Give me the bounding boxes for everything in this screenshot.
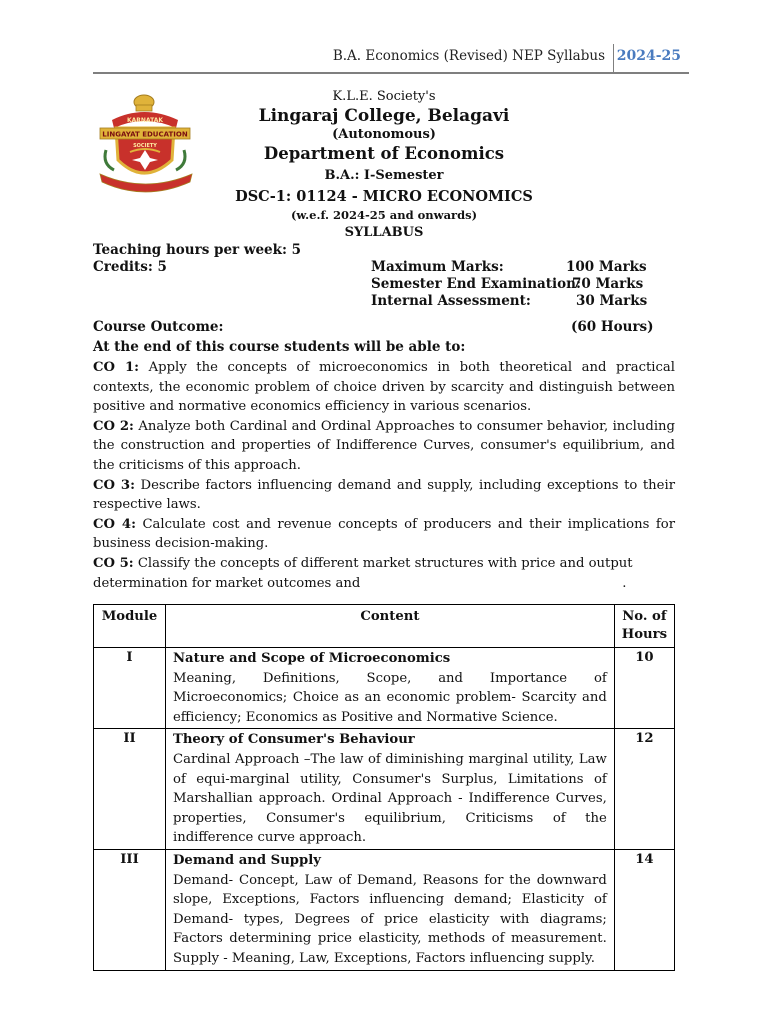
module-content (166, 849, 615, 970)
outcome-label: CO 3: (93, 477, 135, 493)
logo-society-text: SOCIETY (133, 143, 157, 149)
module-number: I (94, 648, 166, 729)
outcome-co3 (93, 476, 675, 515)
syllabus-table (93, 604, 675, 971)
outcome-label: CO 4: (93, 516, 136, 532)
outcome-text: Classify the concepts of different market structures with price and output determination for market outcomes and (93, 555, 633, 591)
ia-value: 30 Marks (576, 293, 648, 309)
module-title: Demand and Supply (173, 852, 321, 868)
ia-label: Internal Assessment: (371, 293, 531, 309)
outcome-label: CO 5: (93, 555, 134, 571)
syllabus-label: SYLLABUS (344, 225, 424, 240)
see-label: Semester End Examination: (371, 276, 581, 292)
page-header (93, 44, 689, 74)
outcome-text: Apply the concepts of microeconomics in both theoretical and practical contexts, the economic problem of choice driven by scarcity and distinguish between positive and normative economics efficiency in various scenarios. (93, 360, 675, 415)
table-row (94, 729, 675, 850)
college-crest-icon (92, 90, 202, 200)
header-divider (613, 44, 614, 72)
department-name: Department of Economics (263, 144, 505, 163)
logo-top-text: KARNATAK (126, 117, 164, 124)
outcome-co2 (93, 417, 675, 476)
outcome-label: CO 2: (93, 418, 134, 434)
course-title: DSC-1: 01124 - MICRO ECONOMICS (235, 188, 533, 205)
module-body: Demand- Concept, Law of Demand, Reasons for the downward slope, Exceptions, Factors influencing demand; Elasticity of Demand- types, Degrees of price elasticity with diagrams; Factors determining price elasticity, methods of measurement. Supply - Meaning, Law, Exceptions, Factors influencing supply. (173, 872, 607, 966)
outcome-list (93, 358, 675, 593)
outcome-co4 (93, 515, 675, 554)
outcome-co1 (93, 358, 675, 417)
max-marks-value: 100 Marks (566, 259, 647, 275)
course-hours: (60 Hours) (571, 319, 654, 335)
header-year: 2024-25 (616, 48, 681, 64)
module-hours: 10 (614, 648, 674, 729)
autonomous-label: (Autonomous) (332, 127, 436, 142)
outcome-intro: At the end of this course students will be able to: (93, 339, 466, 355)
module-body: Cardinal Approach –The law of diminishing marginal utility, Law of equi-marginal utility, Consumer's Surplus, Limitations of Marshallian approach. Ordinal Approach - Indifference Curves, properties, Consumer's equilibrium, Criticisms of the indifference curve approach. (173, 751, 607, 846)
credits: Credits: 5 (93, 259, 167, 275)
header-content: Content (166, 605, 615, 648)
outcome-text: Calculate cost and revenue concepts of producers and their implications for business decision-making. (93, 516, 675, 552)
header-module: Module (94, 605, 166, 648)
header-title: B.A. Economics (Revised) NEP Syllabus (332, 48, 605, 64)
module-content (166, 648, 615, 729)
semester-label: B.A.: I-Semester (324, 168, 444, 183)
outcome-co5 (93, 554, 675, 593)
society-name: K.L.E. Society's (332, 89, 436, 104)
see-value: 70 Marks (572, 276, 644, 292)
table-row (94, 648, 675, 729)
wef-label: (w.e.f. 2024-25 and onwards) (290, 208, 478, 222)
outcome-text: Describe factors influencing demand and supply, including exceptions to their respective laws. (93, 477, 675, 513)
course-outcome-heading: Course Outcome: (93, 319, 224, 335)
module-hours: 12 (614, 729, 674, 850)
module-number: III (94, 849, 166, 970)
module-hours: 14 (614, 849, 674, 970)
header-hours: No. of Hours (614, 605, 674, 648)
module-title: Theory of Consumer's Behaviour (173, 732, 415, 748)
module-body: Meaning, Definitions, Scope, and Importance of Microeconomics; Choice as an economic problem- Scarcity and efficiency; Economics as Positive and Normative Science. (173, 670, 607, 725)
outcome-co5-end: . (622, 575, 627, 591)
table-header-row (94, 605, 675, 648)
module-title: Nature and Scope of Microeconomics (173, 651, 451, 666)
module-number: II (94, 729, 166, 850)
outcome-text: Analyze both Cardinal and Ordinal Approaches to consumer behavior, including the construction and properties of Indifference Curves, consumer's equilibrium, and the criticisms of this approach. (93, 418, 675, 473)
table-row (94, 849, 675, 970)
teaching-hours: Teaching hours per week: 5 (93, 242, 302, 258)
max-marks-label: Maximum Marks: (371, 259, 504, 275)
college-name: Lingaraj College, Belagavi (258, 106, 510, 126)
module-content (166, 729, 615, 850)
outcome-label: CO 1: (93, 360, 140, 375)
logo-ribbon-text: LINGAYAT EDUCATION (102, 130, 188, 139)
